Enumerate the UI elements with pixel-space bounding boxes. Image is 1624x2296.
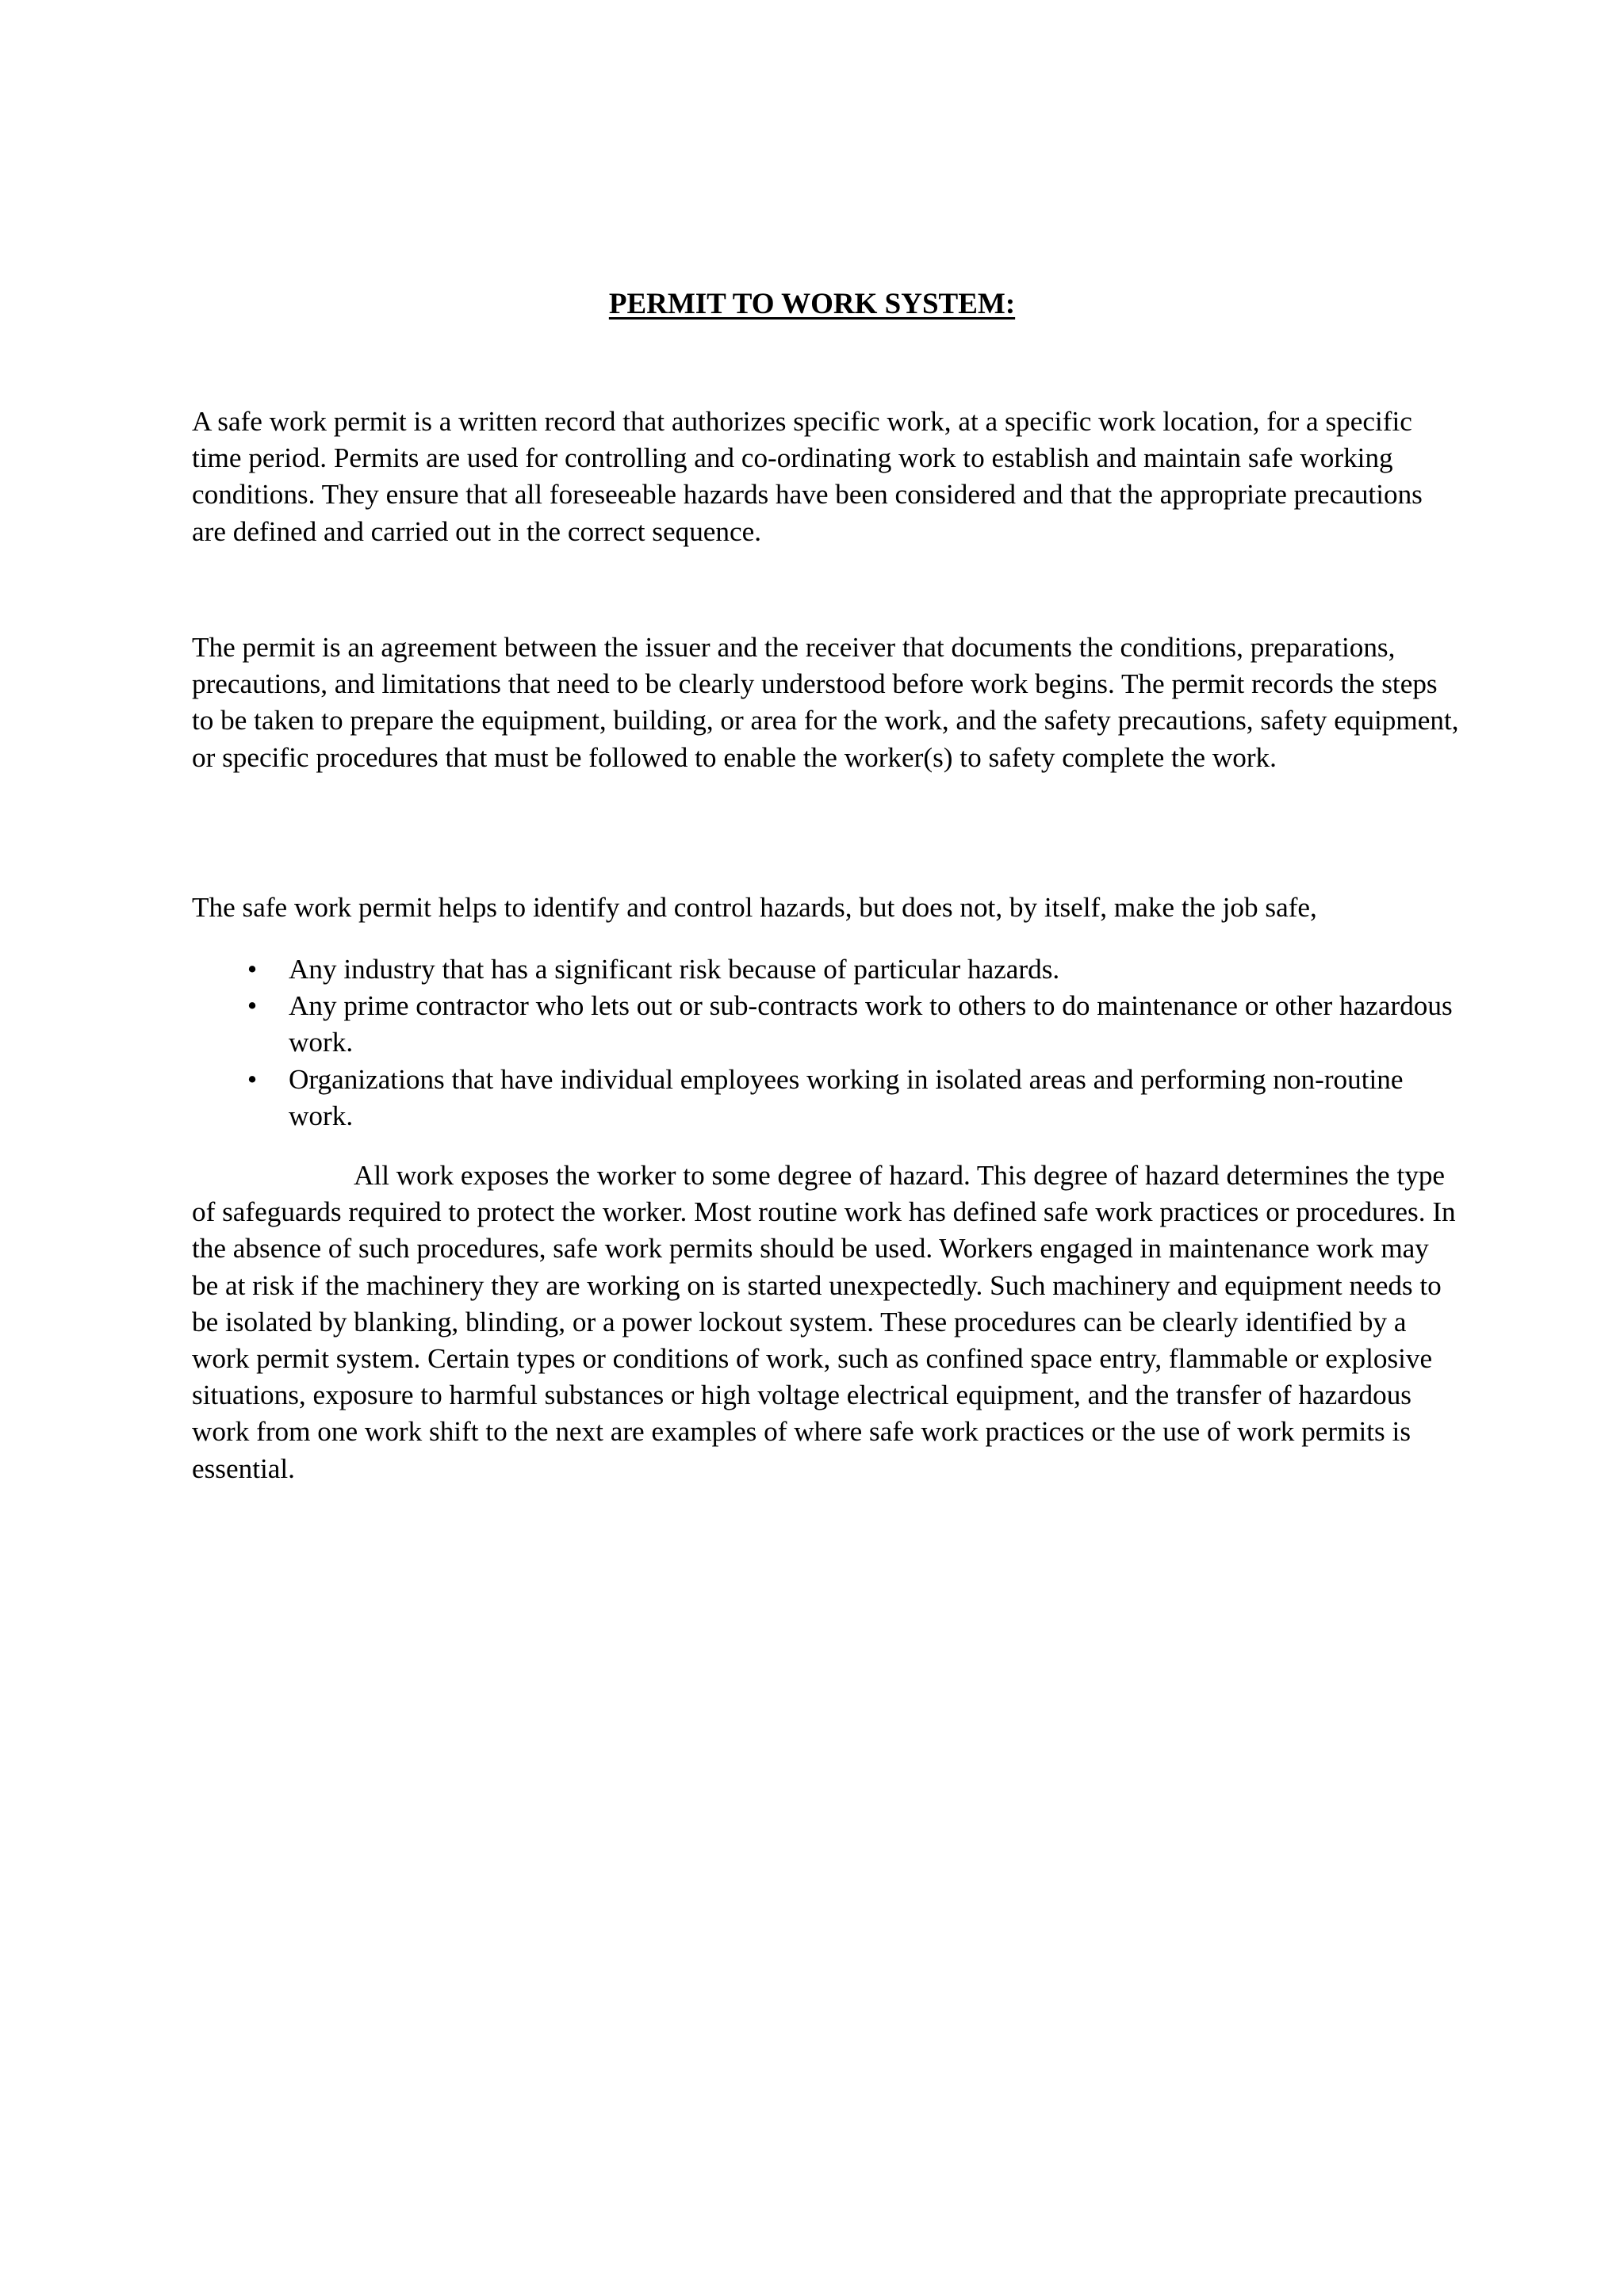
bullet-icon: • <box>247 954 258 985</box>
list-item <box>192 1062 1461 1135</box>
list-item-text: Any industry that has a significant risk because of particular hazards. <box>289 954 1060 985</box>
paragraph-permit-hazards: The safe work permit helps to identify and control hazards, but does not, by itself, make the job safe, <box>192 892 1317 923</box>
list-item <box>192 988 1461 1061</box>
bullet-list <box>192 951 1461 1135</box>
paragraph-permit-definition: A safe work permit is a written record that authorizes specific work, at a specific work location, for a specific time period. Permits are used for controlling and co-ordinating work to establish and maintain safe working conditions. They ensure that all foreseeable hazards have been considered and that the appropriate precautions are defined and carried out in the correct sequence. <box>192 406 1423 547</box>
list-item-text: Organizations that have individual employees working in isolated areas and performing non-routine work. <box>289 1063 1404 1131</box>
bullet-icon: • <box>247 1063 258 1095</box>
paragraph-permit-agreement: The permit is an agreement between the issuer and the receiver that documents the conditions, preparations, precautions, and limitations that need to be clearly understood before work begins. The permit records the steps to be taken to prepare the equipment, building, or area for the work, and the safety precautions, safety equipment, or specific procedures that must be followed to enable the worker(s) to safety complete the work. <box>192 632 1459 773</box>
list-item <box>192 951 1461 988</box>
paragraph-work-exposure: All work exposes the worker to some degree of hazard. This degree of hazard determines the type of safeguards required to protect the worker. Most routine work has defined safe work practices or procedures. In the absence of such procedures, safe work permits should be used. Workers engaged in maintenance work may be at risk if the machinery they are working on is started unexpectedly. Such machinery and equipment needs to be isolated by blanking, blinding, or a power lockout system. These procedures can be clearly identified by a work permit system. Certain types or conditions of work, such as confined space entry, flammable or explosive situations, exposure to harmful substances or high voltage electrical equipment, and the transfer of hazardous work from one work shift to the next are examples of where safe work practices or the use of work permits is essential. <box>192 1160 1456 1484</box>
list-item-text: Any prime contractor who lets out or sub-contracts work to others to do maintenance or other hazardous work. <box>289 990 1453 1058</box>
page-title: PERMIT TO WORK SYSTEM: <box>608 288 1016 320</box>
bullet-icon: • <box>247 990 258 1022</box>
